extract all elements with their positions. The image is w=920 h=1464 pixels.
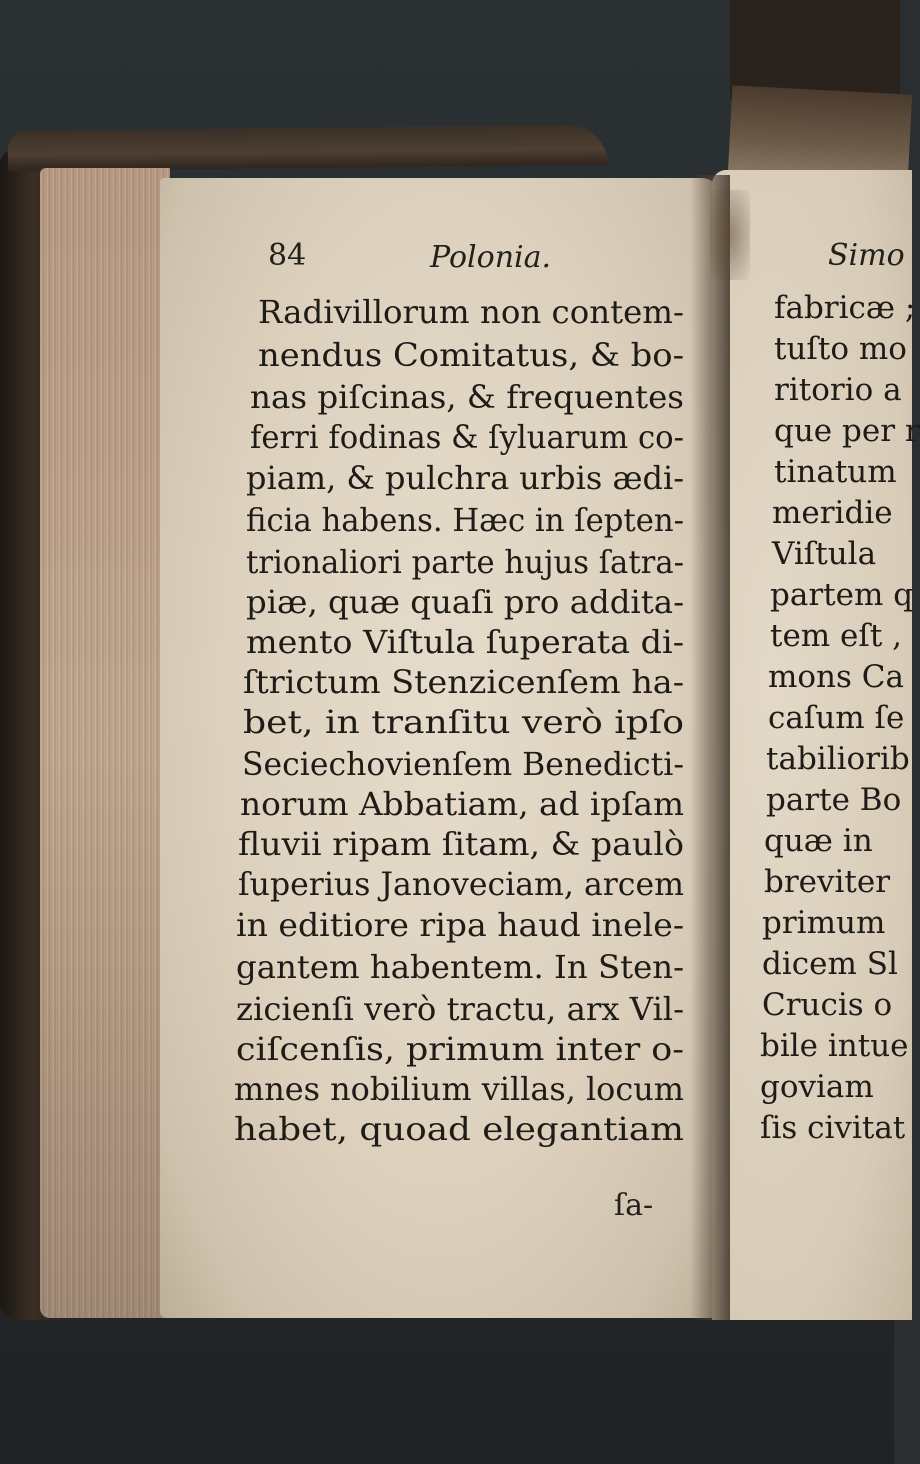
catchword: ſa- [614,1188,654,1223]
text-line: tem eſt , [770,618,903,654]
page-edges [40,168,170,1318]
text-line: gantem habentem. In Sten- [236,950,684,986]
text-line: piam, & pulchra urbis ædi- [246,461,684,497]
text-line: ciſcenſis, primum inter o- [236,1032,684,1068]
text-line: ritorio a [774,372,902,408]
text-line: que per r [774,413,920,449]
text-line: bile intue [760,1028,909,1064]
text-line: Crucis o [762,987,893,1023]
text-line: primum [762,905,886,941]
text-line: partem q [770,577,914,613]
right-page-clip [712,170,920,1320]
text-line: caſum ſe [768,700,905,736]
text-line: norum Abbatiam, ad ipſam [240,787,684,823]
text-line: ſuperius Janoveciam, arcem [238,867,684,903]
right-cover [730,0,900,100]
text-line: meridie [772,495,893,531]
text-line: zicienſi verò tractu, arx Vil- [236,992,684,1028]
text-line: ſtrictum Stenzicenſem ha- [243,665,684,701]
top-cover-edge [8,125,608,171]
page-number: 84 [268,238,307,273]
text-line: Radivillorum non contem- [258,295,684,331]
text-line: goviam [760,1069,874,1105]
text-line: Seciechovienſem Benedicti- [242,747,684,783]
text-line: ſis civitat [760,1110,906,1146]
text-line: in editiore ripa haud inele- [236,908,684,944]
text-line: parte Bo [766,782,902,818]
text-line: dicem Sl [762,946,898,982]
text-line: piæ, quæ quaſi pro addita- [246,585,684,621]
text-line: tuſto mo [774,331,907,367]
text-line: trionaliori parte hujus ſatra- [246,545,684,581]
text-line: quæ in [764,823,873,859]
text-line: habet, quoad elegantiam [234,1112,684,1148]
running-head: Polonia. [430,240,552,275]
text-line: mento Viſtula ſuperata di- [246,625,684,661]
right-running-head: Simo [828,238,905,273]
text-line: nas piſcinas, & frequentes [250,380,684,416]
text-line: bet, in tranſitu verò ipſo [243,705,684,741]
text-line: nendus Comitatus, & bo- [258,338,684,374]
text-line: fabricæ ; [774,290,916,326]
text-line: mons Ca [768,659,904,695]
text-line: Viſtula [772,536,877,572]
text-line: breviter [764,864,891,900]
text-line: fluvii ripam ſitam, & paulò [238,827,684,863]
text-line: tabiliorib [766,741,910,777]
text-line: ferri fodinas & ſyluarum co- [250,420,684,456]
text-line: mnes nobilium villas, locum [234,1072,684,1108]
text-line: tinatum [774,454,897,490]
text-line: ficia habens. Hæc in ſepten- [246,503,684,539]
